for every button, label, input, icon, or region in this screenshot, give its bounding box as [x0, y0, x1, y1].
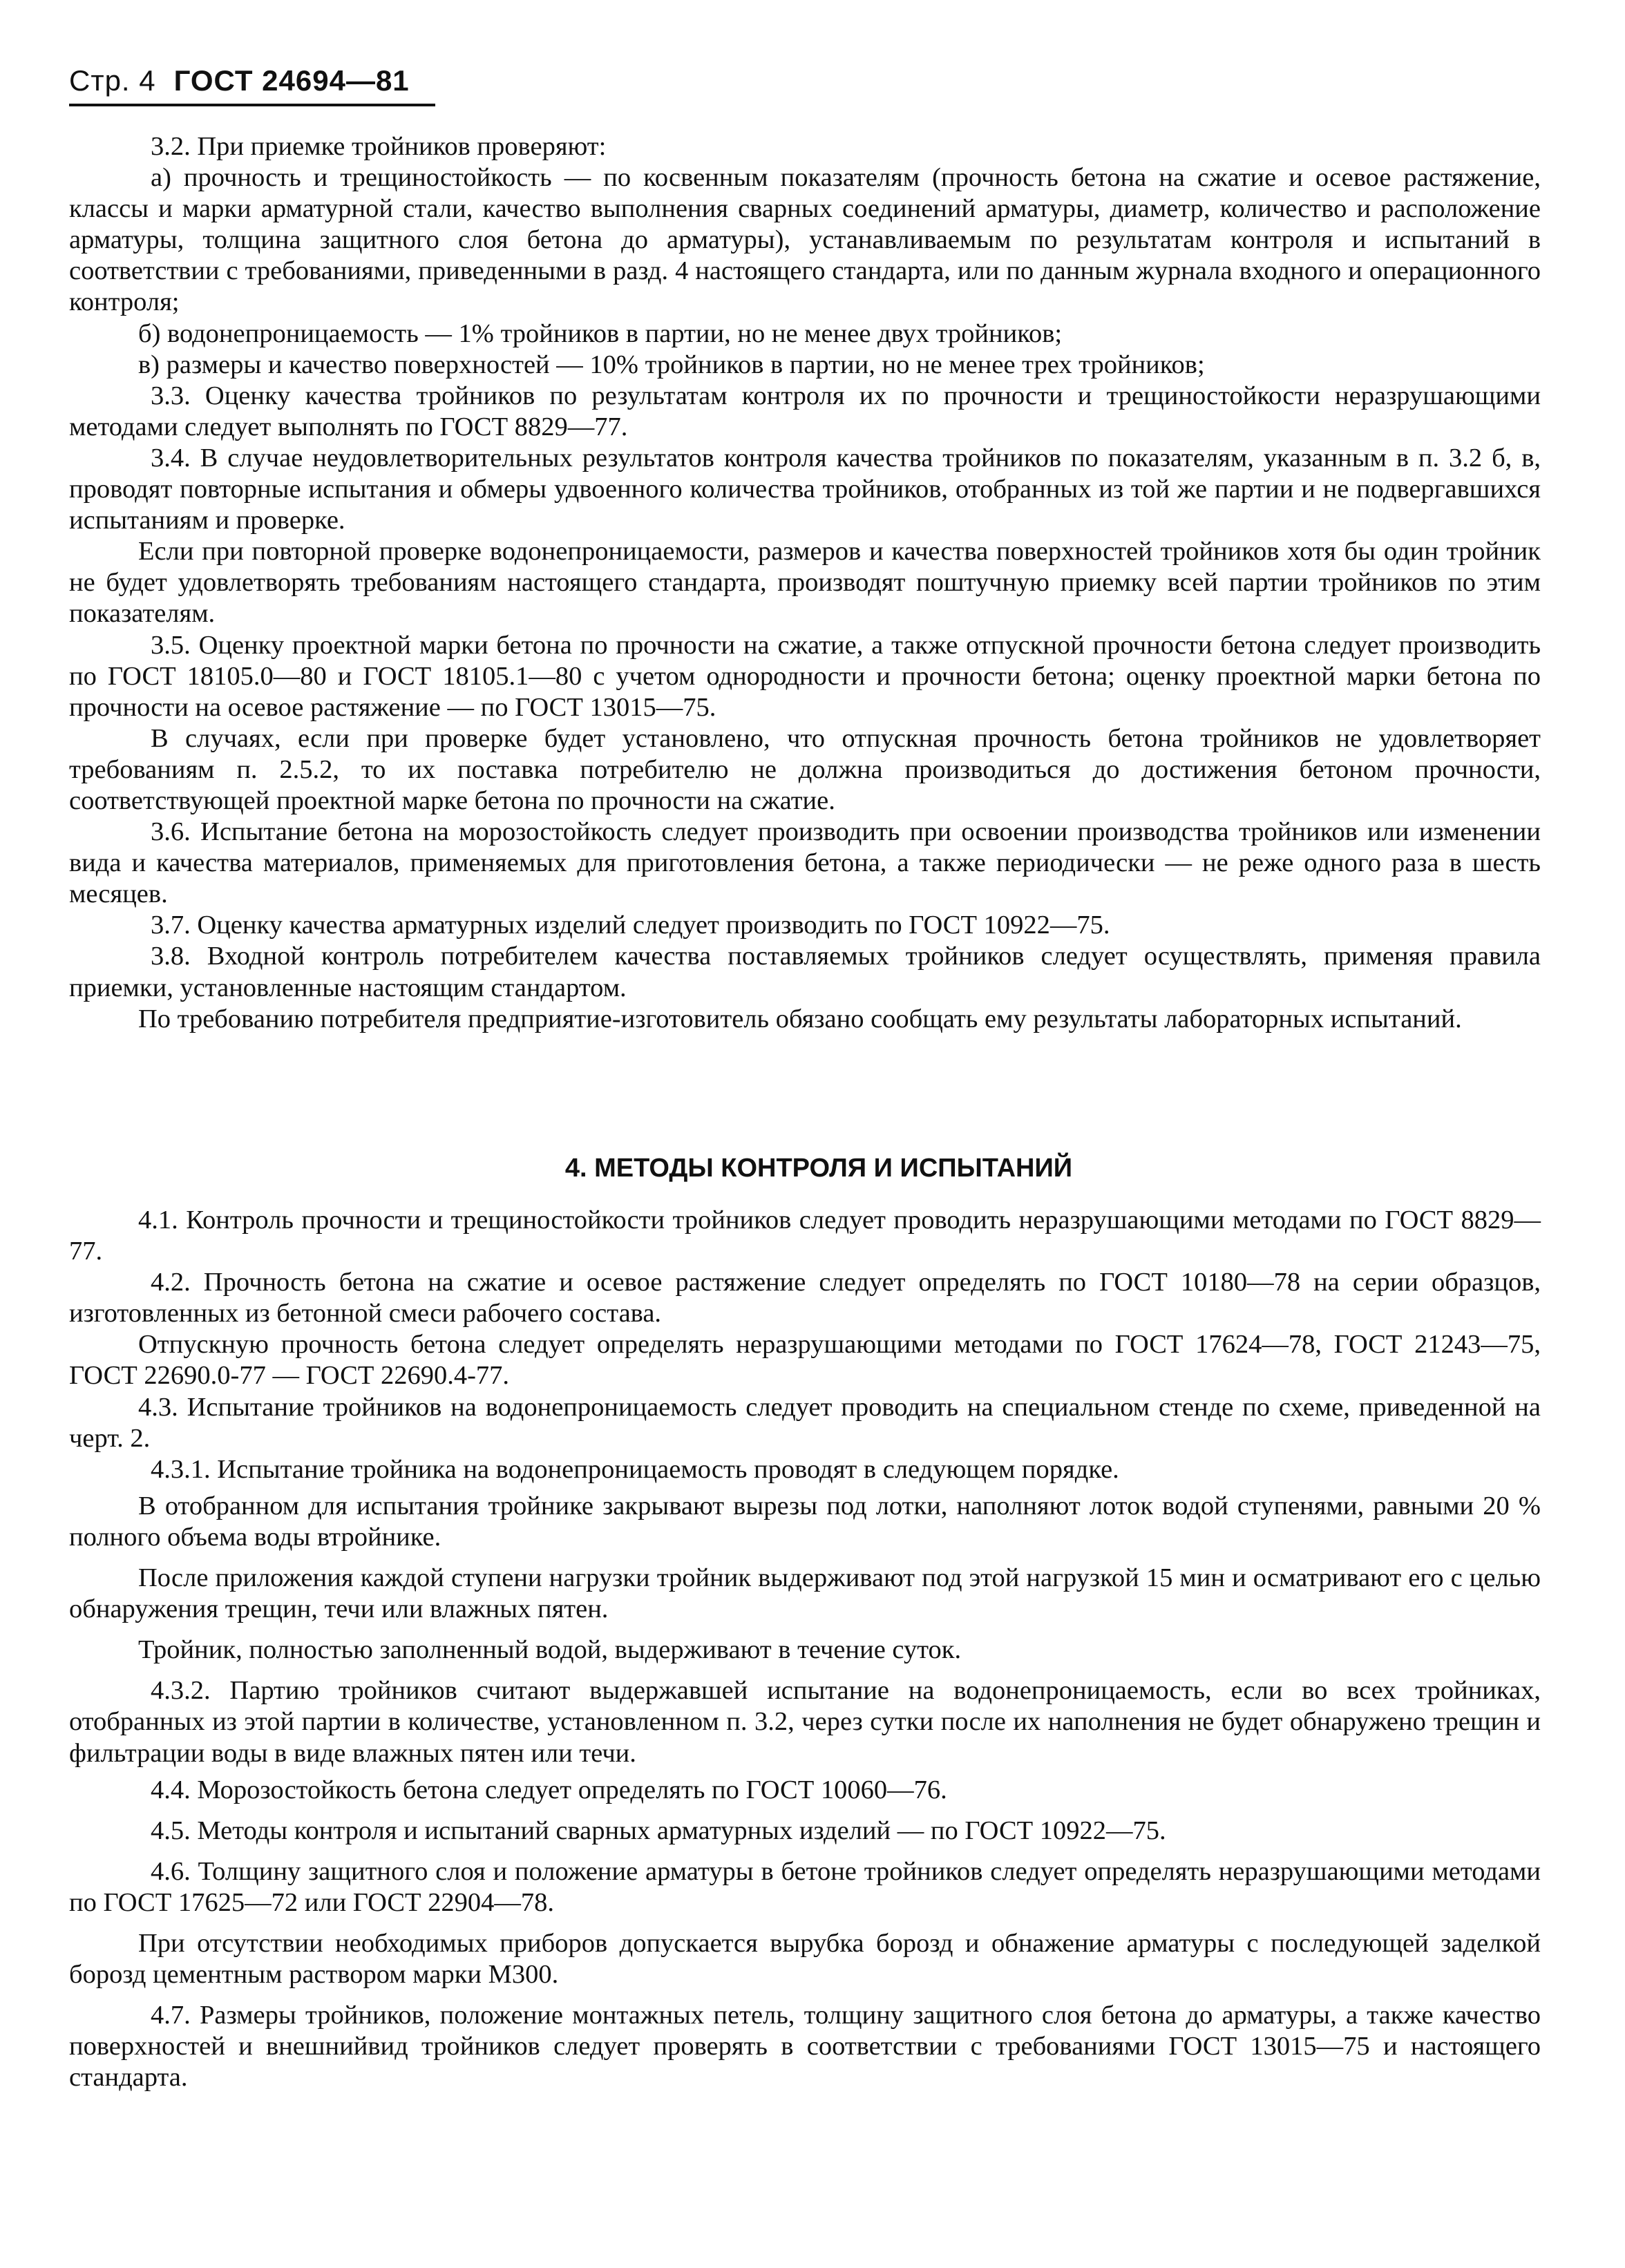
paragraph: В случаях, если при проверке будет установлено, что отпускная прочность бетона тройников не удовлетворяет требованиям п. 2.5.2, то их поставка потребителю не должна производиться до достижения бетоном прочности, соответствующей проектной марке бетона по прочности на сжатие.	[69, 723, 1541, 815]
paragraph: Отпускную прочность бетона следует определять неразрушающими методами по ГОСТ 17624—78, ГОСТ 21243—75, ГОСТ 22690.0-77 — ГОСТ 22690.4-77.	[69, 1330, 1541, 1391]
paragraph: 4.3.2. Партию тройников считают выдержавшей испытание на водонепроницаемость, если во всех тройниках, отобранных из этой партии в количестве, установленном п. 3.2, через сутки после их наполнения не будет обнаружено трещин и фильтрации воды в виде влажных пятен или течи.	[69, 1676, 1541, 1768]
paragraph: 3.4. В случае неудовлетворительных результатов контроля качества тройников по показателям, указанным в п. 3.2 б, в, проводят повторные испытания и обмеры удвоенного количества тройников, отобранных из той же партии и не подвергавшихся испытаниям и проверке.	[69, 443, 1541, 535]
paragraph: 3.2. При приемке тройников проверяют:	[151, 132, 607, 161]
paragraph: При отсутствии необходимых приборов допускается вырубка борозд и обнажение арматуры с последующей заделкой борозд цементным раствором марки М300.	[69, 1928, 1541, 1990]
paragraph: 4.3. Испытание тройников на водонепроницаемость следует проводить на специальном стенде по схеме, приведенной на черт. 2.	[69, 1392, 1541, 1453]
page-number: Стр. 4	[69, 64, 156, 97]
paragraph: 4.6. Толщину защитного слоя и положение арматуры в бетоне тройников следует определять неразрушающими методами по ГОСТ 17625—72 или ГОСТ 22904—78.	[69, 1856, 1541, 1917]
header-text	[69, 64, 410, 98]
standard-code: ГОСТ 24694—81	[173, 64, 410, 97]
header-rule	[69, 104, 435, 106]
paragraph: 4.7. Размеры тройников, положение монтажных петель, толщину защитного слоя бетона до арматуры, а также качество поверхностей и внешнийвид тройников следует проверять в соответствии с требованиями ГОСТ 13015—75 и настоящего стандарта.	[69, 2001, 1541, 2093]
paragraph: 3.3. Оценку качества тройников по результатам контроля их по прочности и трещиностойкости неразрушающими методами следует выполнять по ГОСТ 8829—77.	[69, 381, 1541, 441]
paragraph: 3.8. Входной контроль потребителем качества поставляемых тройников следует осуществлять, применяя правила приемки, установленные настоящим стандартом.	[69, 942, 1541, 1002]
paragraph: в) размеры и качество поверхностей — 10% тройников в партии, но не менее трех тройников;	[138, 350, 1205, 379]
section-4-body	[69, 1205, 1541, 2093]
paragraph: 4.1. Контроль прочности и трещиностойкости тройников следует проводить неразрушающими методами по ГОСТ 8829—77.	[69, 1206, 1541, 1266]
paragraph: 3.7. Оценку качества арматурных изделий следует производить по ГОСТ 10922—75.	[151, 911, 1110, 940]
paragraph: В отобранном для испытания тройнике закрывают вырезы под лотки, наполняют лоток водой ступенями, равными 20 % полного объема воды втройнике.	[69, 1491, 1541, 1552]
section-4-title: 4. МЕТОДЫ КОНТРОЛЯ И ИСПЫТАНИЙ	[564, 1154, 1073, 1183]
paragraph: 4.3.1. Испытание тройника на водонепроницаемость проводят в следующем порядке.	[151, 1454, 1119, 1484]
paragraph: Если при повторной проверке водонепроницаемости, размеров и качества поверхностей тройников хотя бы один тройник не будет удовлетворять требованиям настоящего стандарта, производят поштучную приемку всей партии тройников по этим показателям.	[69, 537, 1541, 629]
paragraph: б) водонепроницаемость — 1% тройников в партии, но не менее двух тройников;	[138, 318, 1063, 348]
paragraph: 4.5. Методы контроля и испытаний сварных арматурных изделий — по ГОСТ 10922—75.	[151, 1816, 1166, 1845]
paragraph: По требованию потребителя предприятие-изготовитель обязано сообщать ему результаты лабораторных испытаний.	[138, 1004, 1462, 1033]
page-header	[69, 64, 435, 105]
paragraph: 3.5. Оценку проектной марки бетона по прочности на сжатие, а также отпускной прочности бетона следует производить по ГОСТ 18105.0—80 и ГОСТ 18105.1—80 с учетом однородности и прочности бетона; оценку проектной марки бетона по прочности на осевое растяжение — по ГОСТ 13015—75.	[69, 630, 1541, 722]
paragraph: а) прочность и трещиностойкость — по косвенным показателям (прочность бетона на сжатие и осевое растяжение, классы и марки арматурной стали, качество выполнения сварных соединений арматуры, диаметр, количество и расположение арматуры, толщина защитного слоя бетона до арматуры), устанавливаемым по результатам контроля и испытаний в соответствии с требованиями, приведенными в разд. 4 настоящего стандарта, или по данным журнала входного и операционного контроля;	[69, 163, 1541, 317]
paragraph: Тройник, полностью заполненный водой, выдерживают в течение суток.	[138, 1635, 962, 1665]
section-3-body	[69, 131, 1541, 1035]
paragraph: 4.4. Морозостойкость бетона следует определять по ГОСТ 10060—76.	[151, 1775, 947, 1804]
paragraph: 4.2. Прочность бетона на сжатие и осевое растяжение следует определять по ГОСТ 10180—78 на серии образцов, изготовленных из бетонной смеси рабочего состава.	[69, 1268, 1541, 1328]
paragraph: После приложения каждой ступени нагрузки тройник выдерживают под этой нагрузкой 15 мин и осматривают его с целью обнаружения трещин, течи или влажных пятен.	[69, 1563, 1541, 1624]
paragraph: 3.6. Испытание бетона на морозостойкость следует производить при освоении производства тройников или изменении вида и качества материалов, применяемых для приготовления бетона, а также периодически — не реже одного раза в шесть месяцев.	[69, 817, 1541, 909]
